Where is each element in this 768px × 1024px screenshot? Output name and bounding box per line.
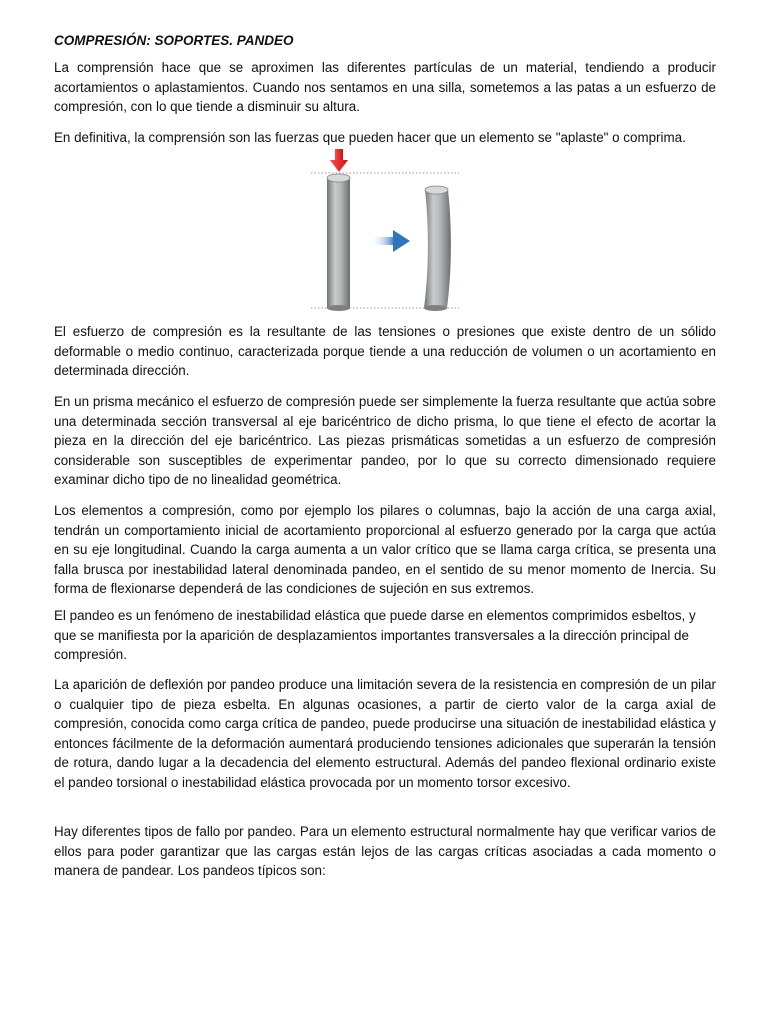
transition-arrow-icon xyxy=(371,230,410,252)
paragraph-5: Los elementos a compresión, como por ejemplo los pilares o columnas, bajo la acción de una carga axial, tendrán un comportamiento inicial de acortamiento proporcional al esfuerzo generado por la carga que actúa en su eje longitudinal. Cuando la carga aumenta a un valor crítico que se llama carga crítica, se presenta una falla brusca por inestabilidad lateral denominada pandeo, en el sentido de su menor momento de Inercia. Su forma de flexionarse dependerá de las condiciones de sujeción en sus extremos. xyxy=(54,503,716,597)
compression-illustration xyxy=(305,145,465,315)
straight-column xyxy=(327,174,350,311)
load-arrow-icon xyxy=(330,149,348,172)
paragraph-4: En un prisma mecánico el esfuerzo de compresión puede ser simplemente la fuerza resultante que actúa sobre una determinada sección transversal al eje baricéntrico de dicho prisma, lo que tiene el efecto de acortar la pieza en la dirección del eje baricéntrico. Las piezas prismáticas sometidas a un esfuerzo de compresión considerable son susceptibles de experimentar pandeo, por lo que su correcto dimensionado requiere examinar dicho tipo de no linealidad geométrica. xyxy=(54,394,716,488)
compression-column-figure xyxy=(305,145,465,315)
page-title: COMPRESIÓN: SOPORTES. PANDEO xyxy=(54,33,294,48)
paragraph-6: El pandeo es un fenómeno de inestabilidad elástica que puede darse en elementos comprimidos esbeltos, y que se manifiesta por la aparición de desplazamientos importantes transversales a la dirección principal de compresión. xyxy=(54,608,696,663)
paragraph-3: El esfuerzo de compresión es la resultante de las tensiones o presiones que existe dentro de un sólido deformable o medio continuo, caracterizada porque tiende a una reducción de volumen o un acortamiento en determinada dirección. xyxy=(54,324,716,379)
paragraph-1: La comprensión hace que se aproximen las diferentes partículas de un material, tendiendo a producir acortamientos o aplastamientos. Cuando nos sentamos en una silla, sometemos a las patas a un esfuerzo de compresión, con lo que tiende a disminuir su altura. xyxy=(54,60,716,115)
paragraph-2: En definitiva, la comprensión son las fuerzas que pueden hacer que un elemento se "aplaste" o comprima. xyxy=(54,130,686,145)
buckled-column xyxy=(424,186,451,311)
paragraph-8: Hay diferentes tipos de fallo por pandeo. Para un elemento estructural normalmente hay que verificar varios de ellos para poder garantizar que las cargas están lejos de las cargas críticas asociadas a cada momento o manera de pandear. Los pandeos típicos son: xyxy=(54,824,716,879)
paragraph-7: La aparición de deflexión por pandeo produce una limitación severa de la resistencia en compresión de un pilar o cualquier tipo de pieza esbelta. En algunas ocasiones, a partir de cierto valor de la carga axial de compresión, conocida como carga crítica de pandeo, puede producirse una situación de inestabilidad elástica y entonces fácilmente de la deformación aumentará produciendo tensiones adicionales que superarán la tensión de rotura, dando lugar a la decadencia del elemento estructural. Además del pandeo flexional ordinario existe el pandeo torsional o inestabilidad elástica provocada por un momento torsor excesivo. xyxy=(54,677,716,790)
